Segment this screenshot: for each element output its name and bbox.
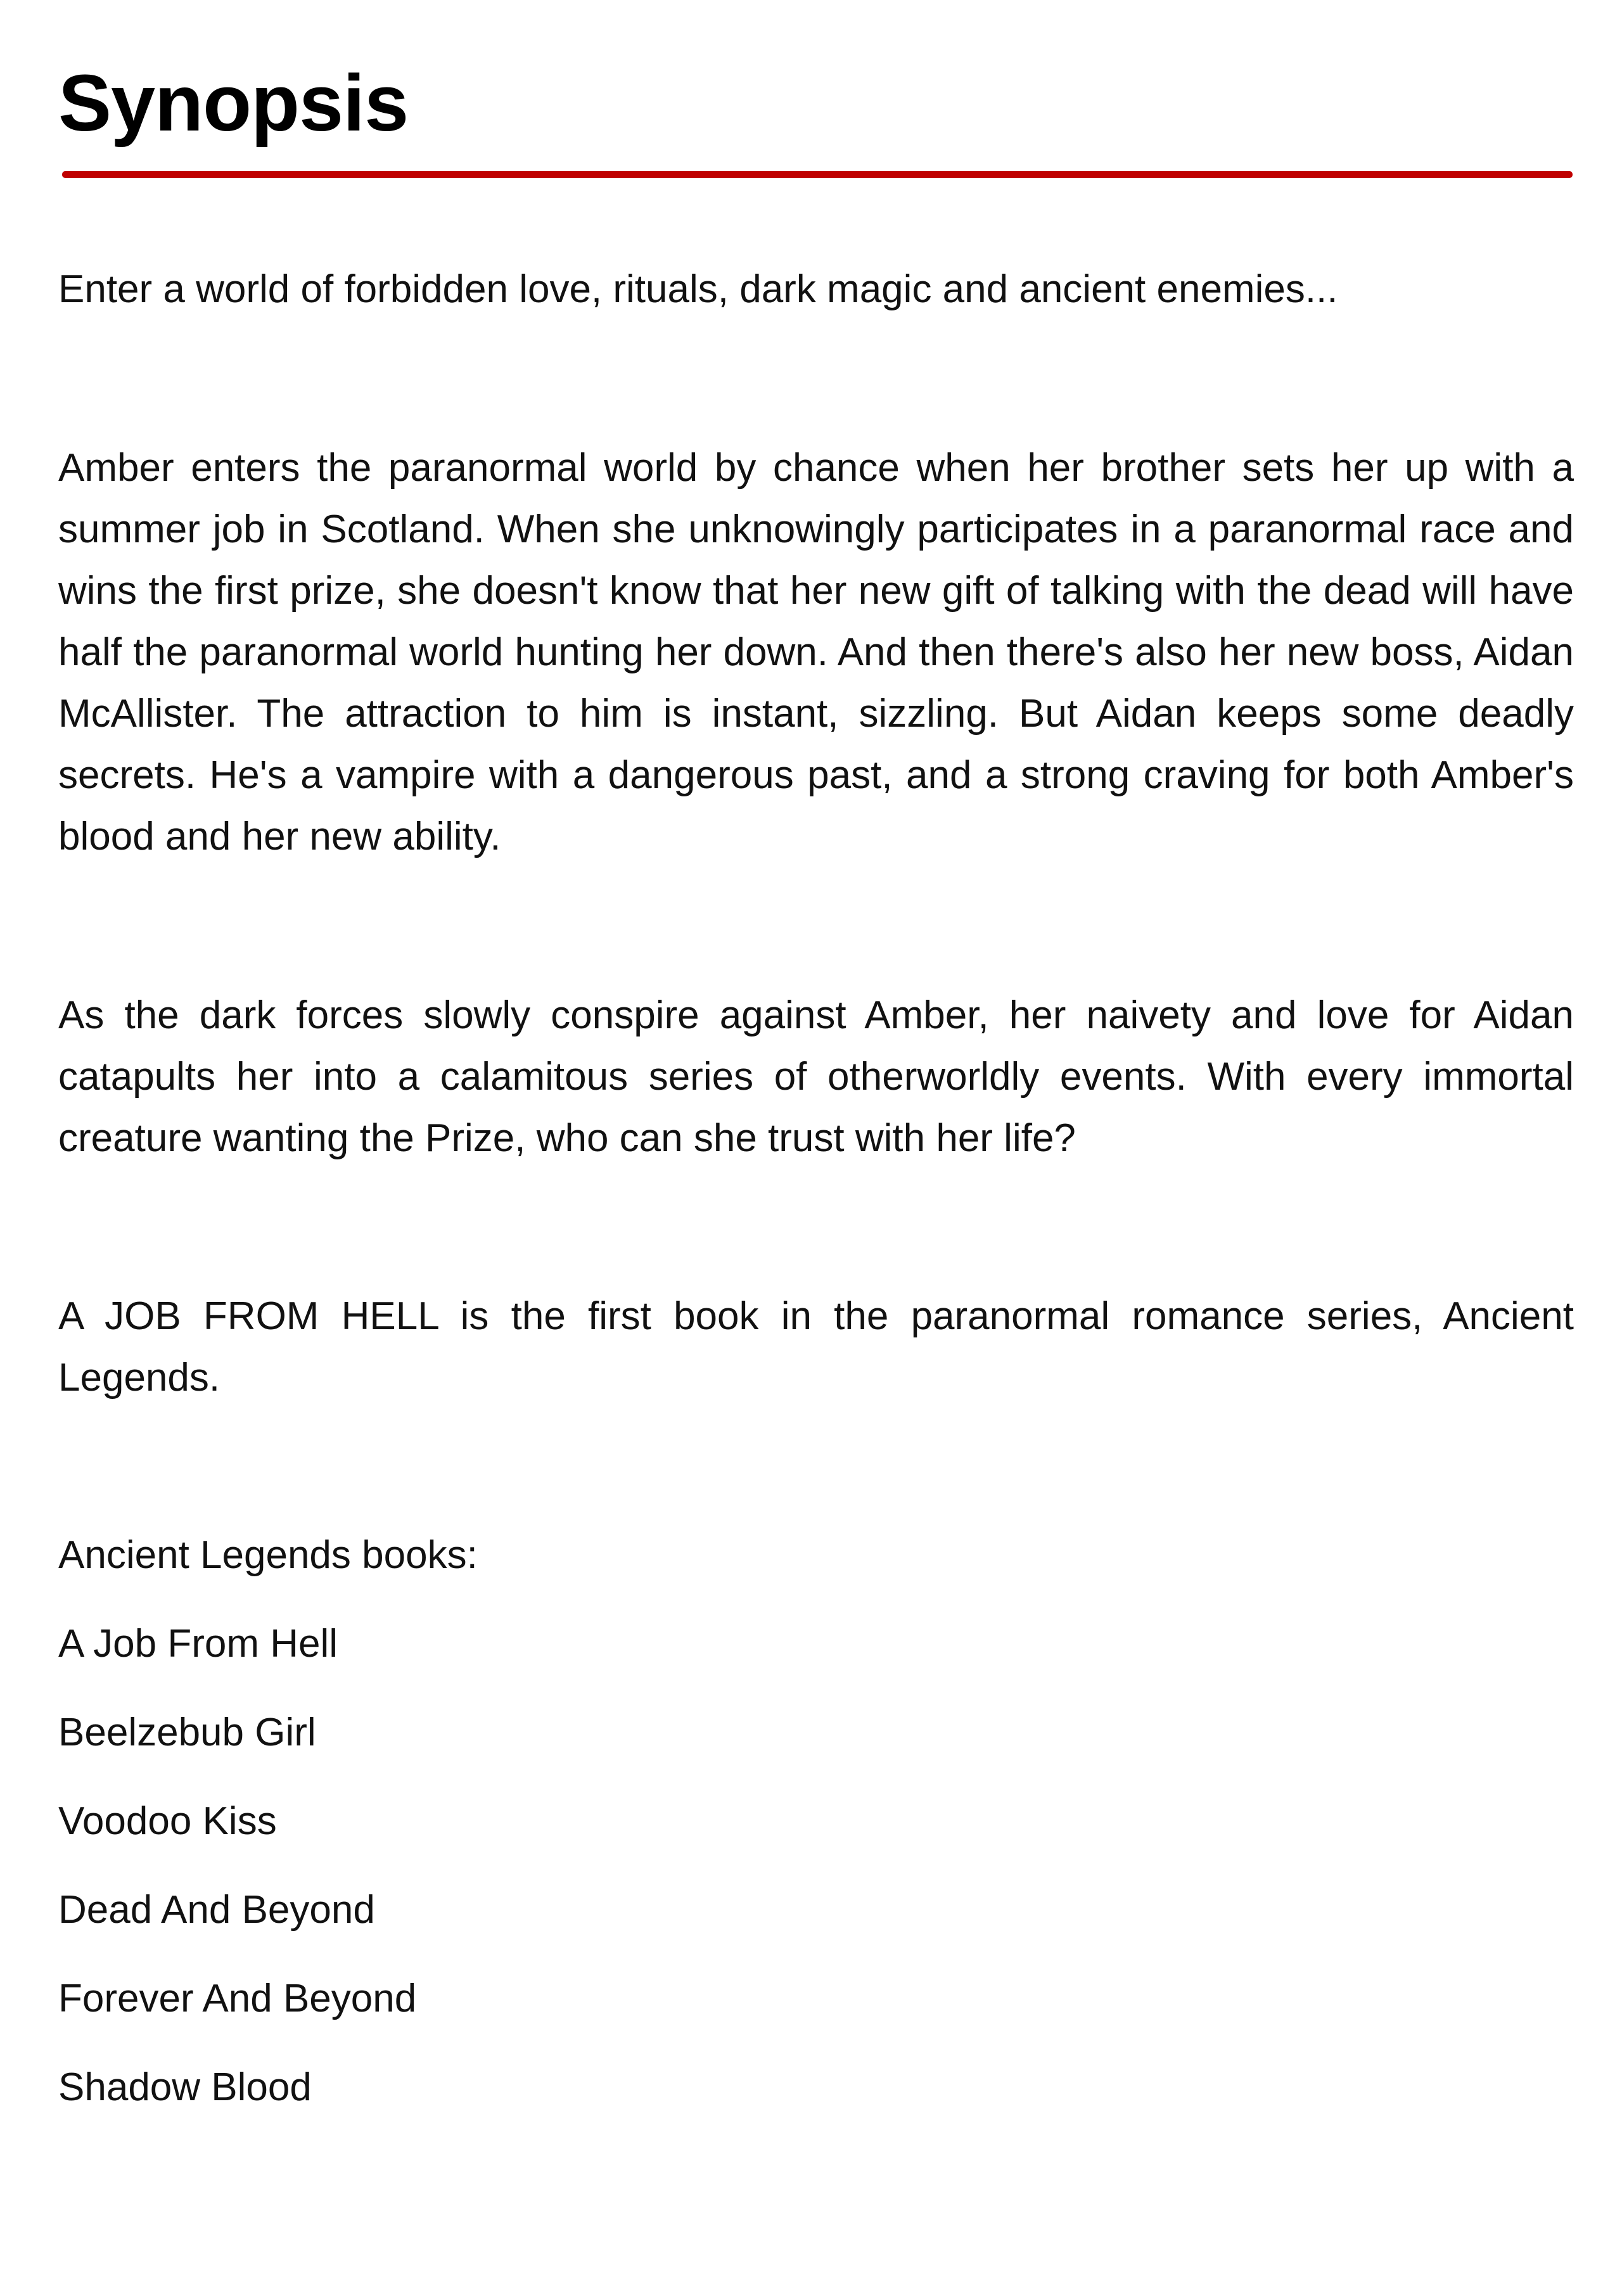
book-list xyxy=(58,1613,416,2145)
book-item-6: Shadow Blood xyxy=(58,2065,312,2109)
intro-paragraph: Enter a world of forbidden love, rituals, dark magic and ancient enemies... xyxy=(58,267,1338,311)
book-item-5: Forever And Beyond xyxy=(58,1977,417,2020)
book-item-3: Voodoo Kiss xyxy=(58,1799,277,1843)
title-divider xyxy=(62,171,1573,178)
book-item-4: Dead And Beyond xyxy=(58,1888,375,1932)
book-item-1: A Job From Hell xyxy=(58,1622,338,1666)
synopsis-paragraph-3: A JOB FROM HELL is the first book in the paranormal romance series, Ancient Legends. xyxy=(58,1294,1574,1400)
synopsis-paragraph-1: Amber enters the paranormal world by chance when her brother sets her up with a summer job in Scotland. When she unknowingly participates in a paranormal race and wins the first prize, she doesn't know that her new gift of talking with the dead will have half the paranormal world hunting her down. And then there's also her new boss, Aidan McAllister. The attraction to him is instant, sizzling. But Aidan keeps some deadly secrets. He's a vampire with a dangerous past, and a strong craving for both Amber's blood and her new ability. xyxy=(58,446,1574,858)
synopsis-paragraph-2: As the dark forces slowly conspire against Amber, her naivety and love for Aidan catapults her into a calamitous series of otherworldly events. With every immortal creature wanting the Prize, who can she trust with her life? xyxy=(58,993,1574,1160)
page-title: Synopsis xyxy=(58,58,409,148)
books-heading: Ancient Legends books: xyxy=(58,1533,478,1577)
book-item-2: Beelzebub Girl xyxy=(58,1711,316,1754)
